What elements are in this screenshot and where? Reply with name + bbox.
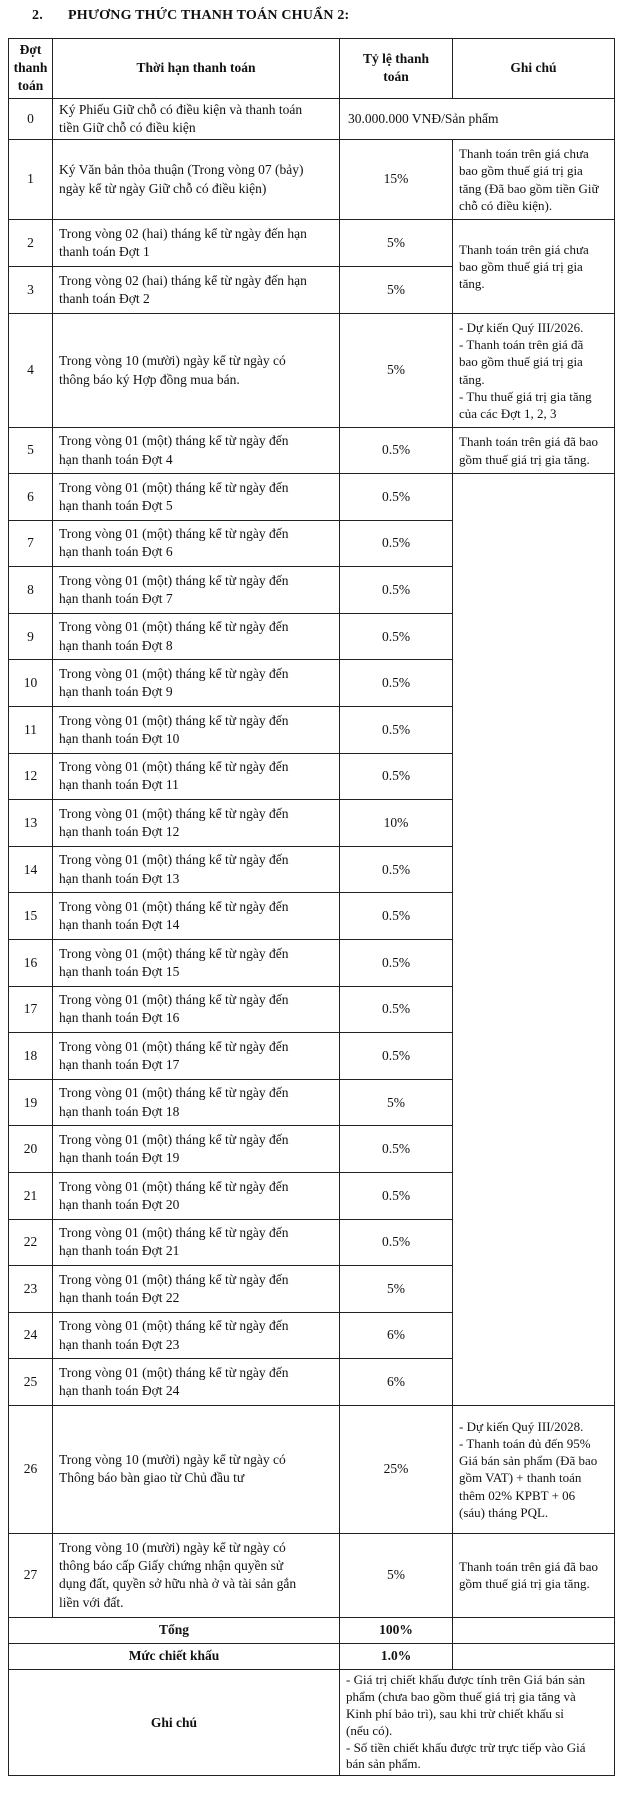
installment-number: 12 (9, 753, 53, 800)
section-heading (32, 8, 349, 24)
payment-term: Trong vòng 02 (hai) tháng kể từ ngày đến hạn thanh toán Đợt 2 (53, 267, 340, 314)
table-row (9, 220, 615, 267)
total-note-empty (453, 1617, 615, 1643)
payment-rate: 30.000.000 VNĐ/Sản phẩm (340, 98, 615, 139)
payment-term: Trong vòng 01 (một) tháng kể từ ngày đến hạn thanh toán Đợt 12 (53, 800, 340, 847)
installment-number: 9 (9, 613, 53, 660)
payment-term: Trong vòng 10 (mười) ngày kể từ ngày có thông báo ký Hợp đồng mua bán. (53, 314, 340, 428)
payment-rate: 15% (340, 140, 453, 220)
installment-number: 2 (9, 220, 53, 267)
payment-rate: 0.5% (340, 520, 453, 567)
payment-rate: 0.5% (340, 428, 453, 474)
installment-number: 18 (9, 1033, 53, 1080)
payment-term: Trong vòng 01 (một) tháng kể từ ngày đến hạn thanh toán Đợt 14 (53, 893, 340, 940)
header-installment: Đợt thanh toán (9, 39, 53, 99)
payment-term: Trong vòng 01 (một) tháng kể từ ngày đến hạn thanh toán Đợt 19 (53, 1126, 340, 1173)
installment-number: 25 (9, 1359, 53, 1406)
payment-term: Trong vòng 01 (một) tháng kể từ ngày đến hạn thanh toán Đợt 9 (53, 660, 340, 707)
payment-term: Trong vòng 01 (một) tháng kể từ ngày đến hạn thanh toán Đợt 13 (53, 846, 340, 893)
remarks-text: - Giá trị chiết khấu được tính trên Giá bán sản phẩm (chưa bao gồm thuế giá trị gia tăng và Kinh phí bảo trì), sau khi trừ chiết khấu sỉ (nếu có). - Số tiền chiết khấu được trừ trực tiếp vào Giá bán sản phẩm. (340, 1669, 615, 1775)
payment-term: Trong vòng 01 (một) tháng kể từ ngày đến hạn thanh toán Đợt 7 (53, 567, 340, 614)
installment-number: 1 (9, 140, 53, 220)
installment-number: 20 (9, 1126, 53, 1173)
payment-rate: 0.5% (340, 1033, 453, 1080)
payment-rate: 0.5% (340, 846, 453, 893)
payment-term: Trong vòng 01 (một) tháng kể từ ngày đến hạn thanh toán Đợt 8 (53, 613, 340, 660)
payment-rate: 5% (340, 267, 453, 314)
table-row (9, 140, 615, 220)
payment-schedule-table (8, 38, 615, 1776)
payment-rate: 10% (340, 800, 453, 847)
discount-note-empty (453, 1643, 615, 1669)
total-label: Tổng (9, 1617, 340, 1643)
payment-rate: 6% (340, 1312, 453, 1359)
note-cell: Thanh toán trên giá chưa bao gồm thuế giá trị gia tăng (Đã bao gồm tiền Giữ chỗ có điều kiện). (453, 140, 615, 220)
payment-rate: 0.5% (340, 613, 453, 660)
installment-number: 11 (9, 707, 53, 754)
installment-number: 27 (9, 1533, 53, 1617)
installment-number: 17 (9, 986, 53, 1033)
payment-term: Ký Văn bản thỏa thuận (Trong vòng 07 (bảy) ngày kể từ ngày Giữ chỗ có điều kiện) (53, 140, 340, 220)
payment-rate: 0.5% (340, 660, 453, 707)
table-row (9, 1617, 615, 1643)
note-cell: - Dự kiến Quý III/2026. - Thanh toán trên giá đã bao gồm thuế giá trị gia tăng. - Thu thuế giá trị gia tăng của các Đợt 1, 2, 3 (453, 314, 615, 428)
note-cell: Thanh toán trên giá đã bao gồm thuế giá trị gia tăng. (453, 428, 615, 474)
note-cell: - Dự kiến Quý III/2028. - Thanh toán đủ đến 95% Giá bán sản phẩm (Đã bao gồm VAT) + thanh toán thêm 02% KPBT + 06 (sáu) tháng PQL. (453, 1405, 615, 1533)
installment-number: 24 (9, 1312, 53, 1359)
section-title: PHƯƠNG THỨC THANH TOÁN CHUẨN 2: (68, 8, 350, 23)
payment-rate: 25% (340, 1405, 453, 1533)
installment-number: 23 (9, 1266, 53, 1313)
payment-term: Trong vòng 01 (một) tháng kể từ ngày đến hạn thanh toán Đợt 11 (53, 753, 340, 800)
payment-rate: 0.5% (340, 753, 453, 800)
payment-rate: 0.5% (340, 940, 453, 987)
discount-label: Mức chiết khấu (9, 1643, 340, 1669)
payment-rate: 0.5% (340, 1173, 453, 1220)
installment-number: 5 (9, 428, 53, 474)
installment-number: 15 (9, 893, 53, 940)
installment-number: 6 (9, 474, 53, 521)
payment-rate: 0.5% (340, 474, 453, 521)
table-row (9, 314, 615, 428)
payment-term: Trong vòng 01 (một) tháng kể từ ngày đến hạn thanh toán Đợt 5 (53, 474, 340, 521)
installment-number: 3 (9, 267, 53, 314)
note-cell-empty (453, 474, 615, 1406)
payment-term: Trong vòng 01 (một) tháng kể từ ngày đến hạn thanh toán Đợt 4 (53, 428, 340, 474)
installment-number: 21 (9, 1173, 53, 1220)
payment-rate: 5% (340, 314, 453, 428)
note-cell: Thanh toán trên giá chưa bao gồm thuế giá trị gia tăng. (453, 220, 615, 314)
payment-term: Ký Phiếu Giữ chỗ có điều kiện và thanh toán tiền Giữ chỗ có điều kiện (53, 98, 340, 139)
payment-term: Trong vòng 01 (một) tháng kể từ ngày đến hạn thanh toán Đợt 18 (53, 1079, 340, 1126)
note-cell: Thanh toán trên giá đã bao gồm thuế giá trị gia tăng. (453, 1533, 615, 1617)
table-row (9, 1533, 615, 1617)
table-row (9, 98, 615, 139)
payment-term: Trong vòng 01 (một) tháng kể từ ngày đến hạn thanh toán Đợt 21 (53, 1219, 340, 1266)
payment-term: Trong vòng 10 (mười) ngày kể từ ngày có Thông báo bàn giao từ Chủ đầu tư (53, 1405, 340, 1533)
header-note: Ghi chú (453, 39, 615, 99)
total-value: 100% (340, 1617, 453, 1643)
installment-number: 16 (9, 940, 53, 987)
payment-rate: 0.5% (340, 893, 453, 940)
installment-number: 7 (9, 520, 53, 567)
payment-rate: 5% (340, 220, 453, 267)
installment-number: 8 (9, 567, 53, 614)
payment-term: Trong vòng 01 (một) tháng kể từ ngày đến hạn thanh toán Đợt 16 (53, 986, 340, 1033)
payment-term: Trong vòng 01 (một) tháng kể từ ngày đến hạn thanh toán Đợt 6 (53, 520, 340, 567)
installment-number: 26 (9, 1405, 53, 1533)
payment-rate: 5% (340, 1079, 453, 1126)
installment-number: 14 (9, 846, 53, 893)
payment-rate: 0.5% (340, 986, 453, 1033)
payment-term: Trong vòng 01 (một) tháng kể từ ngày đến hạn thanh toán Đợt 15 (53, 940, 340, 987)
payment-rate: 0.5% (340, 1219, 453, 1266)
payment-rate: 5% (340, 1266, 453, 1313)
payment-term: Trong vòng 01 (một) tháng kể từ ngày đến hạn thanh toán Đợt 22 (53, 1266, 340, 1313)
installment-number: 13 (9, 800, 53, 847)
table-row (9, 1405, 615, 1533)
header-term: Thời hạn thanh toán (53, 39, 340, 99)
installment-number: 4 (9, 314, 53, 428)
installment-number: 22 (9, 1219, 53, 1266)
table-header-row (9, 39, 615, 99)
installment-number: 0 (9, 98, 53, 139)
installment-number: 19 (9, 1079, 53, 1126)
header-rate: Tỷ lệ thanh toán (340, 39, 453, 99)
payment-rate: 5% (340, 1533, 453, 1617)
payment-term: Trong vòng 02 (hai) tháng kể từ ngày đến hạn thanh toán Đợt 1 (53, 220, 340, 267)
remarks-label: Ghi chú (9, 1669, 340, 1775)
discount-value: 1.0% (340, 1643, 453, 1669)
payment-term: Trong vòng 01 (một) tháng kể từ ngày đến hạn thanh toán Đợt 10 (53, 707, 340, 754)
payment-rate: 6% (340, 1359, 453, 1406)
table-row (9, 474, 615, 521)
payment-term: Trong vòng 01 (một) tháng kể từ ngày đến hạn thanh toán Đợt 23 (53, 1312, 340, 1359)
payment-term: Trong vòng 01 (một) tháng kể từ ngày đến hạn thanh toán Đợt 17 (53, 1033, 340, 1080)
table-row (9, 1669, 615, 1775)
table-row (9, 1643, 615, 1669)
payment-term: Trong vòng 01 (một) tháng kể từ ngày đến hạn thanh toán Đợt 20 (53, 1173, 340, 1220)
payment-rate: 0.5% (340, 567, 453, 614)
payment-term: Trong vòng 10 (mười) ngày kể từ ngày có thông báo cấp Giấy chứng nhận quyền sử dụng đất, quyền sở hữu nhà ở và tài sản gắn liền với đất. (53, 1533, 340, 1617)
payment-rate: 0.5% (340, 707, 453, 754)
table-row (9, 428, 615, 474)
payment-term: Trong vòng 01 (một) tháng kể từ ngày đến hạn thanh toán Đợt 24 (53, 1359, 340, 1406)
installment-number: 10 (9, 660, 53, 707)
payment-rate: 0.5% (340, 1126, 453, 1173)
section-number: 2. (32, 8, 43, 23)
